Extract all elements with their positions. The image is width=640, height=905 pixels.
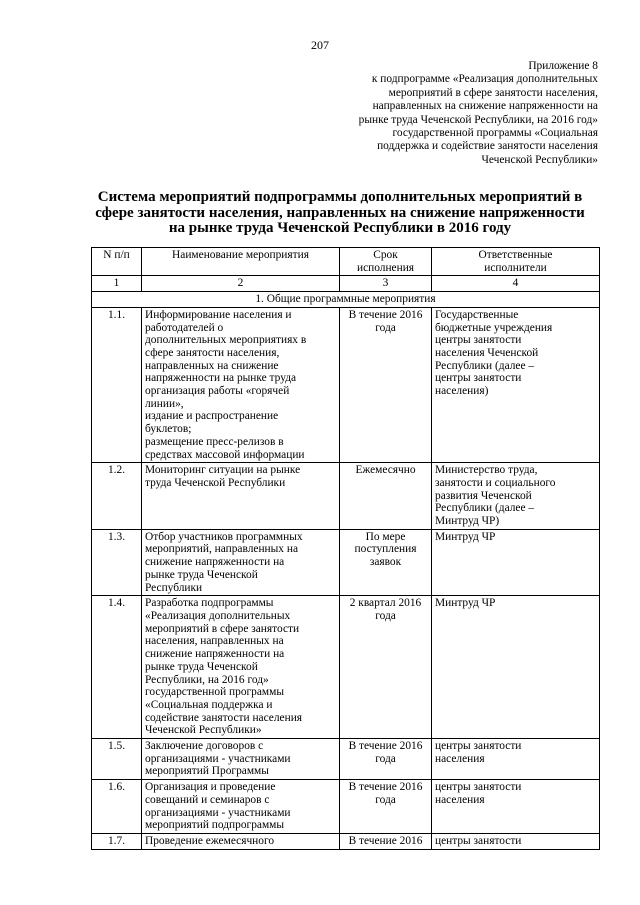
row-num: 1.7. (92, 833, 142, 849)
appendix-line: поддержка и содействие занятости населения (377, 140, 598, 153)
appendix-line: мероприятий в сфере занятости населения, (388, 86, 598, 99)
row-resp: Министерство труда, занятости и социального развития Чеченской Республики (далее – Минтруд ЧР) (432, 463, 600, 530)
title-line: на рынке труда Чеченской Республики в 2016 году (168, 220, 512, 236)
title-line: сфере занятости населения, направленных на снижение напряженности (95, 204, 585, 221)
col-number: 4 (432, 276, 600, 292)
section-title: 1. Общие программные мероприятия (92, 292, 600, 308)
row-name: Разработка подпрограммы «Реализация дополнительных мероприятий в сфере занятости населения, направленных на снижение напряженности на рынке труда Чеченской Республики, на 2016 год» государственной программы «Социальная поддержка и содействие занятости населения Чеченской Республики» (142, 596, 340, 739)
table-row (92, 780, 600, 834)
row-resp: центры занятости населения (432, 780, 600, 834)
appendix-line: рынке труда Чеченской Республики, на 2016 год» (358, 113, 598, 126)
header-term: Срок исполнения (340, 248, 432, 276)
header-row (92, 248, 600, 276)
table-row (92, 529, 600, 596)
col-number: 2 (142, 276, 340, 292)
col-number: 1 (92, 276, 142, 292)
row-num: 1.2. (92, 463, 142, 530)
appendix-line: государственной программы «Социальная (392, 127, 598, 140)
header-num: N п/п (92, 248, 142, 276)
page-number: 207 (311, 38, 329, 52)
row-resp: центры занятости (432, 833, 600, 849)
table-row (92, 833, 600, 849)
row-num: 1.1. (92, 307, 142, 462)
row-num: 1.5. (92, 739, 142, 780)
table-row (92, 596, 600, 739)
row-num: 1.3. (92, 529, 142, 596)
row-num: 1.6. (92, 780, 142, 834)
header-resp: Ответственные исполнители (432, 248, 600, 276)
row-resp: Минтруд ЧР (432, 596, 600, 739)
row-resp: Минтруд ЧР (432, 529, 600, 596)
title-line: Система мероприятий подпрограммы дополнительных мероприятий в (97, 189, 583, 205)
section-row (92, 292, 600, 308)
row-resp: Государственные бюджетные учреждения центры занятости населения Чеченской Республики (далее – центры занятости населения) (432, 307, 600, 462)
row-name: Заключение договоров с организациями - участниками мероприятий Программы (142, 739, 340, 780)
document-title (60, 190, 620, 237)
row-term: 2 квартал 2016 года (340, 596, 432, 739)
table-row (92, 307, 600, 462)
row-name: Отбор участников программных мероприятий, направленных на снижение напряженности на рынке труда Чеченской Республики (142, 529, 340, 596)
row-num: 1.4. (92, 596, 142, 739)
row-term: В течение 2016 года (340, 307, 432, 462)
row-term: В течение 2016 (340, 833, 432, 849)
appendix-line: направленных на снижение напряженности на (372, 100, 598, 113)
table-row (92, 463, 600, 530)
row-term: В течение 2016 года (340, 739, 432, 780)
appendix-line: к подпрограмме «Реализация дополнительных (371, 73, 598, 86)
column-number-row (92, 276, 600, 292)
appendix-note (298, 60, 598, 167)
row-term: Ежемесячно (340, 463, 432, 530)
table-row (92, 739, 600, 780)
row-name: Проведение ежемесячного (142, 833, 340, 849)
appendix-label: Приложение 8 (528, 60, 598, 72)
appendix-line: Чеченской Республики» (481, 153, 598, 166)
header-name: Наименование мероприятия (142, 248, 340, 276)
row-term: По мере поступления заявок (340, 529, 432, 596)
row-name: Мониторинг ситуации на рынке труда Чеченской Республики (142, 463, 340, 530)
row-name: Организация и проведение совещаний и семинаров с организациями - участниками мероприятий подпрограммы (142, 780, 340, 834)
measures-table (91, 247, 600, 850)
row-name: Информирование населения и работодателей о дополнительных мероприятиях в сфере занятости населения, направленных на снижение напряженности на рынке труда организация работы «горячей линии», издание и распространение буклетов; размещение пресс-релизов в средствах массовой информации (142, 307, 340, 462)
row-resp: центры занятости населения (432, 739, 600, 780)
row-term: В течение 2016 года (340, 780, 432, 834)
col-number: 3 (340, 276, 432, 292)
